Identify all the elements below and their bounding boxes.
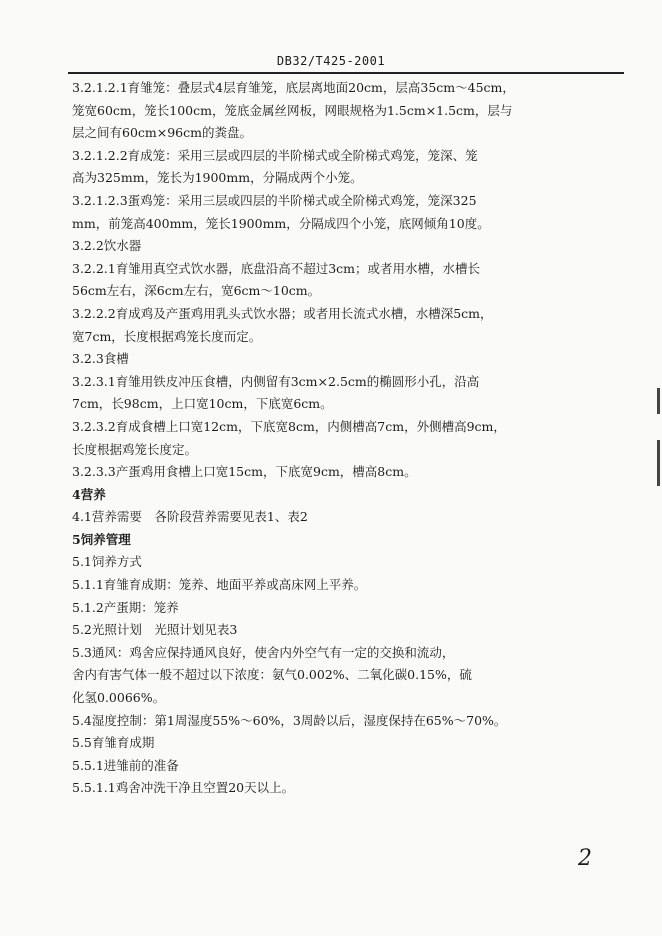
text-line: 5.1.1育雏育成期：笼养、地面平养或高床网上平养。 [72, 577, 367, 593]
text-line: 5.1.2产蛋期：笼养 [72, 599, 179, 615]
text-line: 舍内有害气体一般不超过以下浓度：氨气0.002%、二氧化碳0.15%，硫 [72, 667, 472, 683]
text-line: 3.2.2.2育成鸡及产蛋鸡用乳头式饮水器；或者用长流式水槽，水槽深5cm， [72, 305, 493, 321]
body-text [72, 77, 602, 800]
text-line: 5.1饲养方式 [72, 554, 142, 570]
standard-number-header: DB32/T425-2001 [276, 54, 386, 68]
text-line: 5.5.1.1鸡舍冲洗干净且空置20天以上。 [72, 780, 295, 796]
text-line: 长度根据鸡笼长度定。 [72, 441, 198, 457]
text-line: 56cm左右，深6cm左右，宽6cm～10cm。 [72, 283, 321, 299]
section-heading: 4营养 [72, 486, 106, 502]
text-line: 5.3通风：鸡舍应保持通风良好，使舍内外空气有一定的交换和流动， [72, 644, 455, 660]
page-number: 2 [578, 846, 592, 871]
text-line: 3.2.2饮水器 [72, 238, 142, 254]
text-line: 高为325mm，笼长为1900mm，分隔成两个小笼。 [72, 170, 363, 186]
text-line: 3.2.3.1育雏用铁皮冲压食槽，内侧留有3cm×2.5cm的椭圆形小孔，沿高 [72, 373, 480, 389]
scan-edge-mark [657, 388, 660, 414]
text-line: 笼宽60cm，笼长100cm，笼底金属丝网板，网眼规格为1.5cm×1.5cm，层与 [72, 102, 513, 118]
text-line: mm，前笼高400mm，笼长1900mm，分隔成四个小笼，底网倾角10度。 [72, 215, 490, 231]
text-line: 3.2.2.1育雏用真空式饮水器，底盘沿高不超过3cm；或者用水槽，水槽长 [72, 260, 481, 276]
text-line: 3.2.3.3产蛋鸡用食槽上口宽15cm，下底宽9cm，槽高8cm。 [72, 464, 417, 480]
text-line: 宽7cm，长度根据鸡笼长度而定。 [72, 328, 262, 344]
text-line: 5.5育雏育成期 [72, 735, 155, 751]
text-line: 5.5.1进雏前的准备 [72, 757, 179, 773]
text-line: 化氢0.0066%。 [72, 690, 166, 706]
text-line: 3.2.1.2.3蛋鸡笼：采用三层或四层的半阶梯式或全阶梯式鸡笼，笼深325 [72, 192, 477, 208]
text-line: 3.2.3食槽 [72, 351, 129, 367]
section-heading: 5饲养管理 [72, 531, 131, 547]
text-line: 3.2.1.2.2育成笼：采用三层或四层的半阶梯式或全阶梯式鸡笼，笼深、笼 [72, 147, 478, 163]
text-line: 3.2.1.2.1育雏笼：叠层式4层育雏笼，底层离地面20cm，层高35cm～45cm， [72, 80, 515, 95]
header-rule [68, 72, 624, 74]
text-line: 5.4湿度控制：第1周湿度55%～60%，3周龄以后，湿度保持在65%～70%。 [72, 712, 507, 728]
text-line: 层之间有60cm×96cm的粪盘。 [72, 125, 252, 141]
text-line: 3.2.3.2育成食槽上口宽12cm，下底宽8cm，内侧槽高7cm，外侧槽高9cm， [72, 418, 506, 434]
text-line: 4.1营养需要 各阶段营养需要见表1、表2 [72, 509, 308, 525]
text-line: 5.2光照计划 光照计划见表3 [72, 622, 238, 638]
text-line: 7cm，长98cm，上口宽10cm，下底宽6cm。 [72, 396, 333, 412]
scan-edge-mark [657, 440, 660, 486]
